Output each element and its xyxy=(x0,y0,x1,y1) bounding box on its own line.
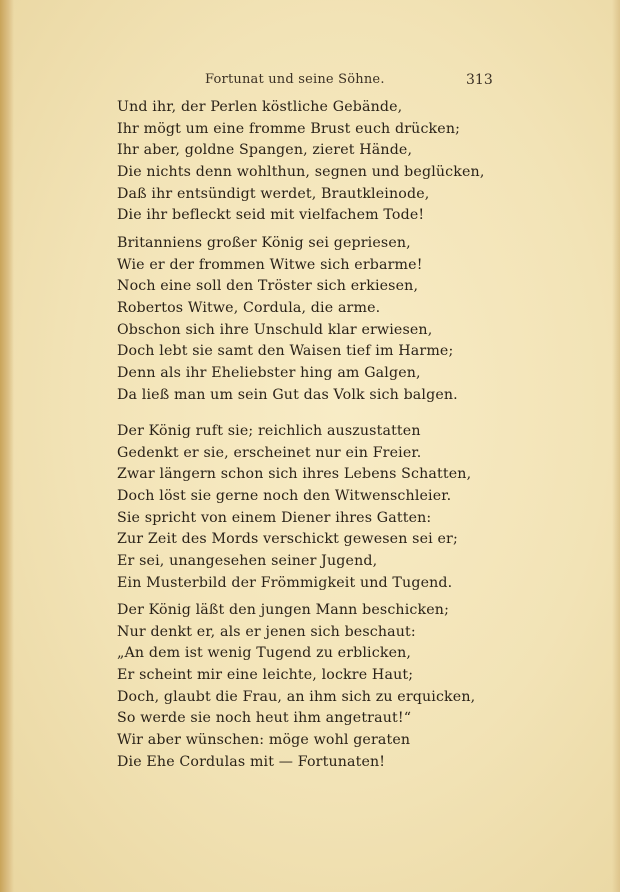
verse-line: Zur Zeit des Mords verschickt gewesen sei er; xyxy=(117,531,458,548)
verse-line: Der König läßt den jungen Mann beschicken; xyxy=(117,602,450,618)
verse-line: Ein Musterbild der Frömmigkeit und Tugend. xyxy=(117,574,453,591)
verse-line: So werde sie noch heut ihm angetraut!“ xyxy=(117,710,412,727)
page-number: 313 xyxy=(466,72,493,88)
verse-line: „An dem ist wenig Tugend zu erblicken, xyxy=(117,645,412,662)
page-right-edge xyxy=(612,0,620,892)
verse-line: Nur denkt er, als er jenen sich beschaut: xyxy=(117,623,416,640)
verse-line: Ihr mögt um eine fromme Brust euch drücken; xyxy=(117,120,461,137)
stanza-2 xyxy=(117,233,587,407)
verse-line: Gedenkt er sie, erscheinet nur ein Freier. xyxy=(117,444,422,461)
verse-line: Die ihr befleckt seid mit vielfachem Tode! xyxy=(117,207,425,224)
verse-line: Doch lebt sie samt den Waisen tief im Harme; xyxy=(117,343,454,360)
verse-line: Obschon sich ihre Unschuld klar erwiesen, xyxy=(117,321,433,338)
verse-line: Noch eine soll den Tröster sich erkiesen, xyxy=(117,278,419,295)
verse-line: Und ihr, der Perlen köstliche Gebände, xyxy=(117,99,403,115)
verse-line: Ihr aber, goldne Spangen, zieret Hände, xyxy=(117,142,413,159)
verse-line: Er scheint mir eine leichte, lockre Haut; xyxy=(117,667,414,684)
verse-line: Da ließ man um sein Gut das Volk sich balgen. xyxy=(117,386,458,403)
verse-line: Sie spricht von einem Diener ihres Gatten: xyxy=(117,509,432,526)
running-header-title: Fortunat und seine Söhne. xyxy=(205,72,385,87)
stanza-3 xyxy=(117,421,587,595)
verse-line: Die nichts denn wohlthun, segnen und beglücken, xyxy=(117,164,485,181)
verse-line: Wie er der frommen Witwe sich erbarme! xyxy=(117,256,423,273)
verse-line: Daß ihr entsündigt werdet, Brautkleinode, xyxy=(117,185,430,202)
stanza-1 xyxy=(117,97,587,227)
verse-line: Britanniens großer König sei gepriesen, xyxy=(117,235,411,251)
verse-line: Wir aber wünschen: möge wohl geraten xyxy=(117,732,411,749)
verse-line: Robertos Witwe, Cordula, die arme. xyxy=(117,300,381,317)
stanza-4 xyxy=(117,600,587,774)
verse-line: Doch, glaubt die Frau, an ihm sich zu erquicken, xyxy=(117,688,476,705)
page-left-edge xyxy=(0,0,14,892)
verse-line: Die Ehe Cordulas mit — Fortunaten! xyxy=(117,753,386,770)
verse-line: Er sei, unangesehen seiner Jugend, xyxy=(117,553,378,570)
verse-line: Zwar längern schon sich ihres Lebens Schatten, xyxy=(117,466,472,483)
verse-line: Doch löst sie gerne noch den Witwenschleier. xyxy=(117,488,452,505)
verse-line: Der König ruft sie; reichlich auszustatten xyxy=(117,423,421,439)
verse-line: Denn als ihr Eheliebster hing am Galgen, xyxy=(117,365,421,382)
